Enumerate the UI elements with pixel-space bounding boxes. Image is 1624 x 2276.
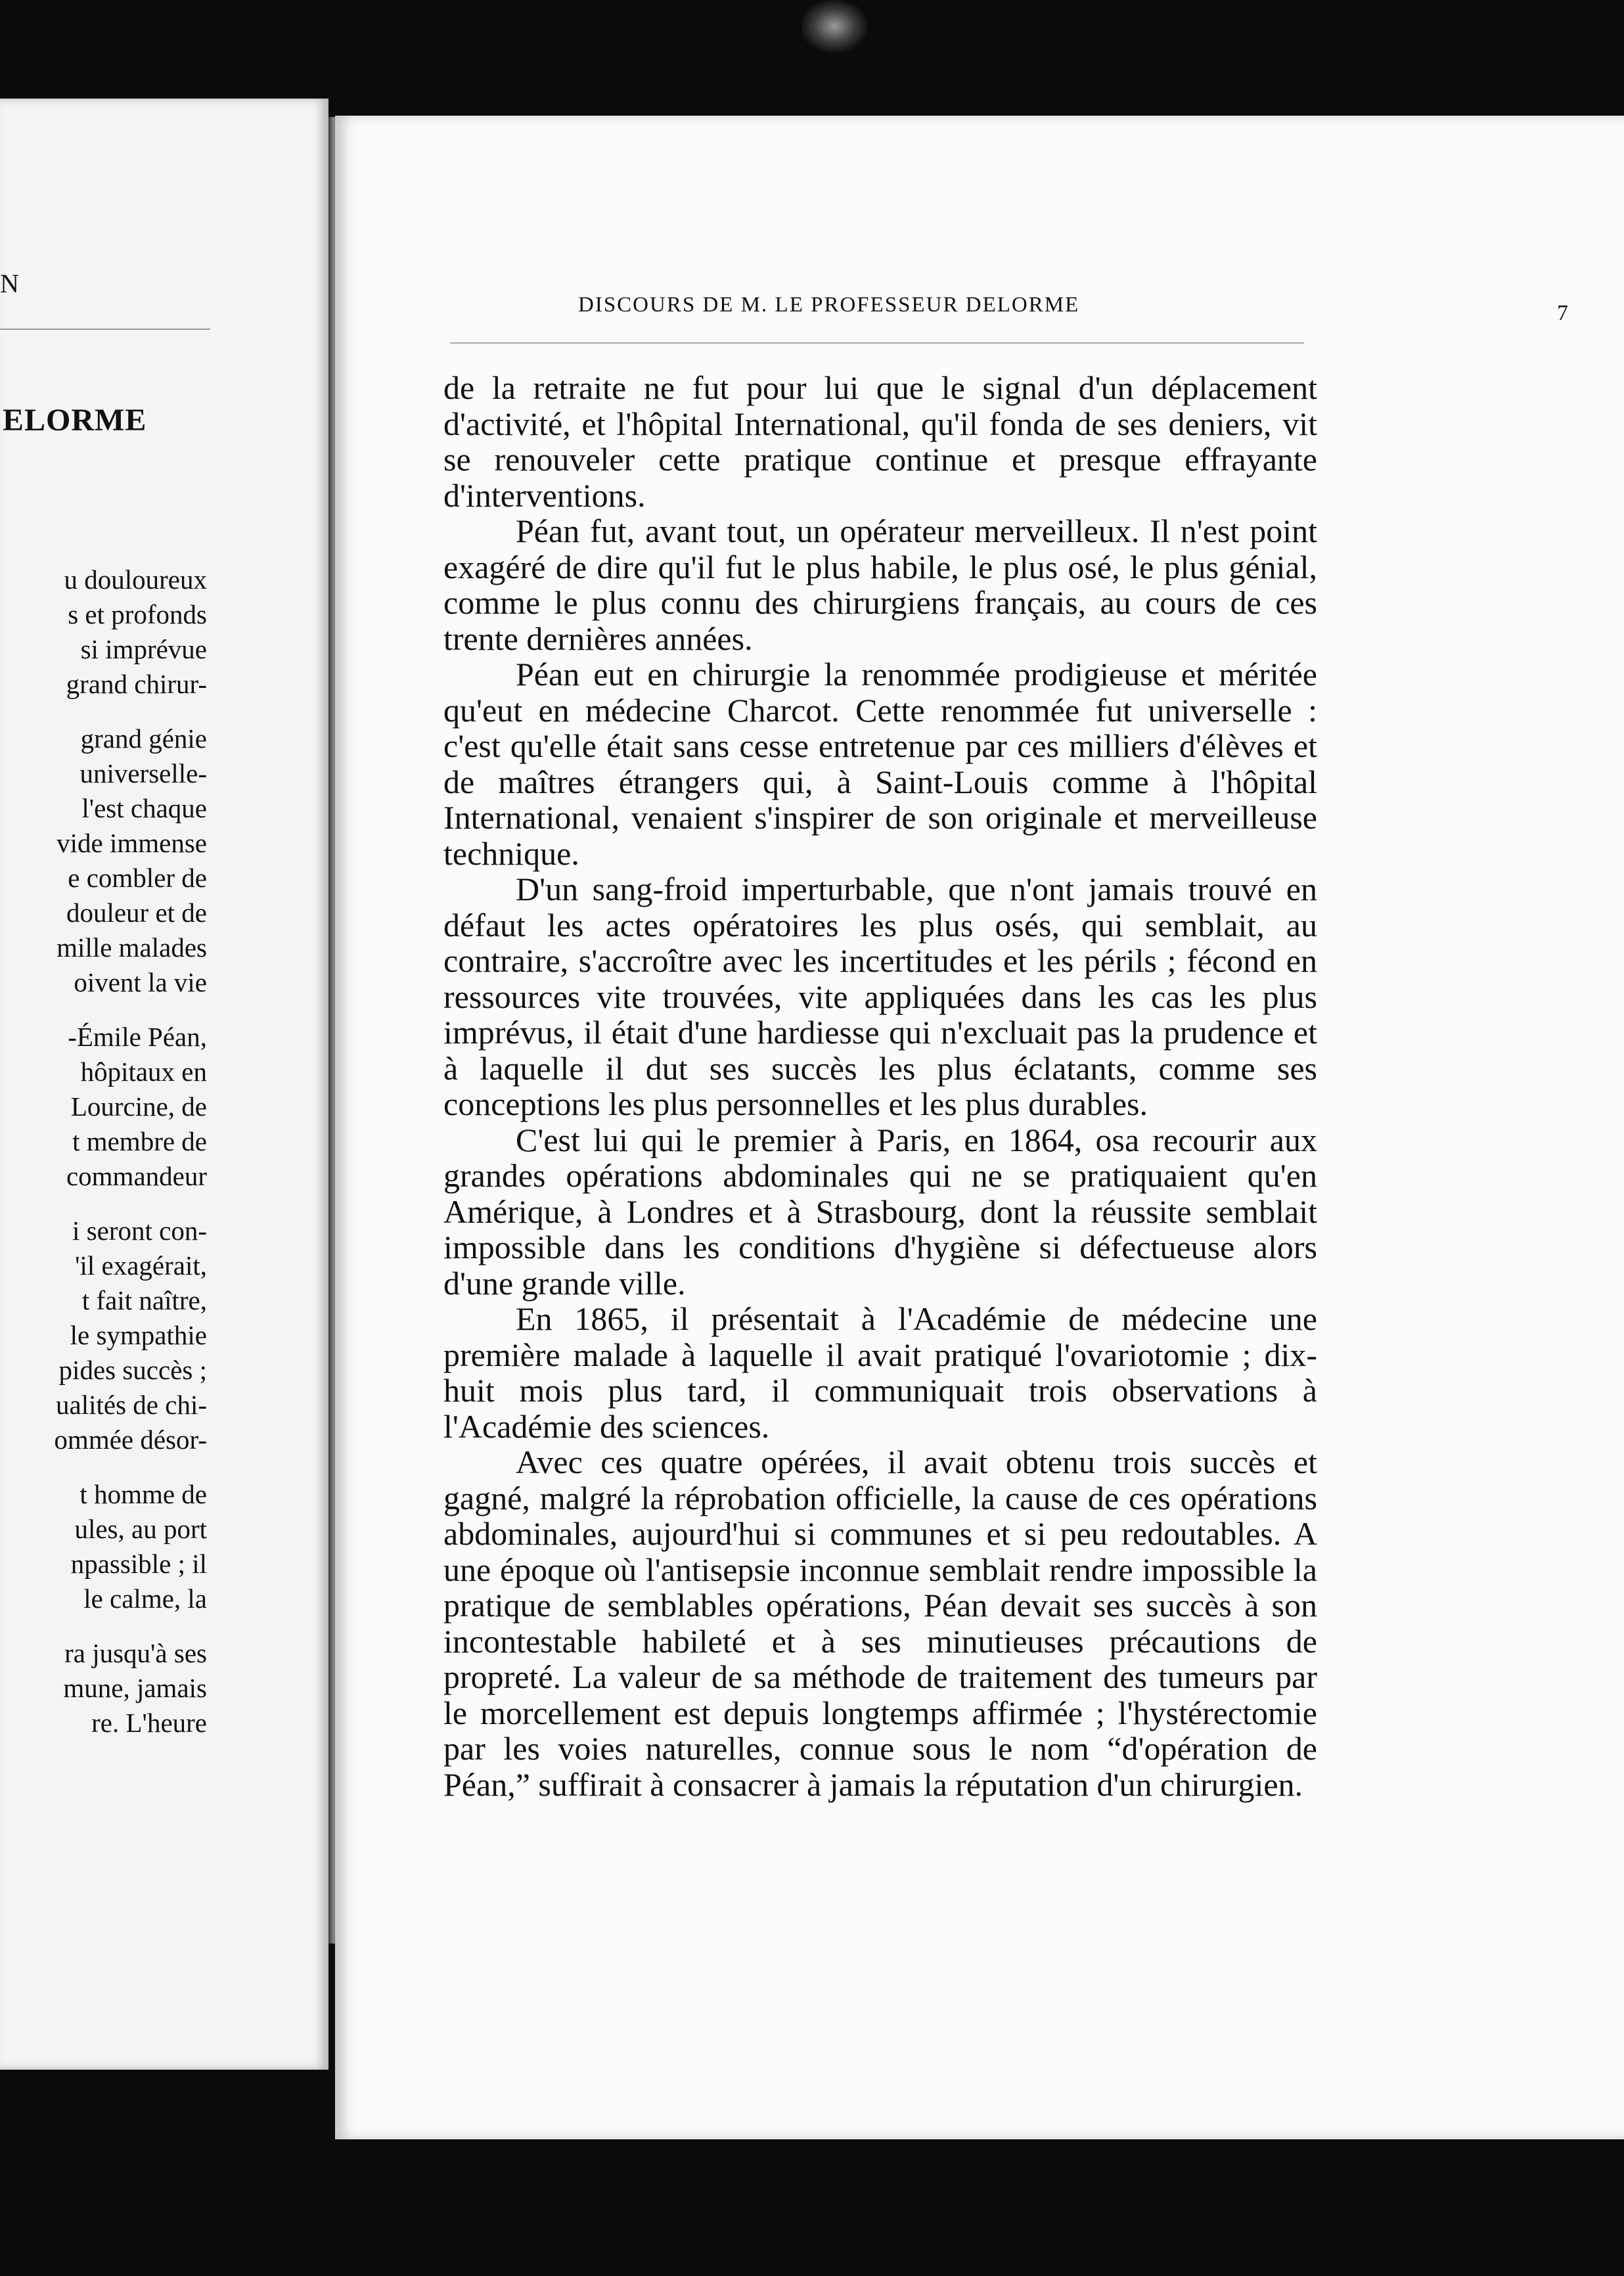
paragraph: Péan eut en chirurgie la renommée prodigieuse et méritée qu'eut en médecine Charcot. Cette renommée fut universelle : c'est qu'elle était sans cesse entretenue par ces milliers d'élèves et de maîtres étrangers qui, à Saint-Louis comme à l'hôpital International, venaient s'inspirer de son originale et merveilleuse technique. [443, 656, 1317, 872]
left-text-line: t fait naître, [81, 1285, 207, 1315]
paragraph: D'un sang-froid imperturbable, que n'ont jamais trouvé en défaut les actes opératoires les plus osés, qui semblait, au contraire, s'accroître avec les incertitudes et les périls ; fécond en ressources vite trouvées, vite appliquées dans les cas les plus imprévus, il était d'une hardiesse qui n'excluait pas la prudence et à laquelle il dut ses succès les plus éclatants, comme ses conceptions les plus personnelles et les plus durables. [443, 871, 1317, 1122]
left-text-line: oivent la vie [74, 967, 207, 997]
left-text-line: t homme de [79, 1479, 207, 1509]
left-text-line: grand génie [80, 723, 207, 754]
paragraph: C'est lui qui le premier à Paris, en 1864, osa recourir aux grandes opérations abdominales qui ne se pratiquaient qu'en Amérique, à Londres et à Strasbourg, dont la réussite semblait impossible dans les conditions d'hygiène si défectueuse alors d'une grande ville. [443, 1121, 1317, 1302]
left-text-line: Lourcine, de [70, 1091, 207, 1122]
left-title-fragment: ELORME [3, 403, 147, 438]
body-text [443, 370, 1317, 1802]
left-page [0, 99, 328, 2070]
left-text-line: universelle- [79, 758, 207, 788]
paragraph: Péan fut, avant tout, un opérateur merveilleux. Il n'est point exagéré de dire qu'il fut le plus habile, le plus osé, le plus génial, comme le plus connu des chirurgiens français, au cours de ces trente dernières années. [443, 512, 1317, 657]
page-number: 7 [1557, 301, 1569, 325]
left-text-line: t membre de [72, 1126, 207, 1156]
left-text-line: mille malades [56, 932, 207, 963]
scanner-shadow [801, 0, 867, 53]
paragraph: Avec ces quatre opérées, il avait obtenu trois succès et gagné, malgré la réprobation officielle, la cause de ces opérations abdominales, aujourd'hui si communes et si peu redoutables. A une époque où l'antisepsie inconnue semblait rendre impossible la pratique de semblables opérations, Péan devait ses succès à son incontestable habileté et à ses minutieuses précautions de propreté. La valeur de sa méthode de traitement des tumeurs par le morcellement est depuis longtemps affirmée ; l'hystérectomie par les voies naturelles, connue sous le nom “d'opération de Péan,” suffirait à consacrer à jamais la réputation d'un chirurgien. [443, 1444, 1317, 1803]
left-text-line: ules, au port [74, 1514, 207, 1544]
left-text-line: i seront con- [72, 1216, 207, 1246]
left-text-line: vide immense [56, 828, 207, 858]
left-text-line: douleur et de [66, 898, 207, 928]
left-text-line: s et profonds [68, 599, 207, 629]
left-text-line: pides succès ; [58, 1355, 207, 1385]
paragraph: En 1865, il présentait à l'Académie de médecine une première malade à laquelle il avait pratiqué l'ovariotomie ; dix-huit mois plus tard, il communiquait trois observations à l'Académie des sciences. [443, 1300, 1317, 1445]
running-head-title: DISCOURS DE M. LE PROFESSEUR DELORME [578, 293, 1080, 317]
left-text-line: l'est chaque [81, 793, 207, 823]
left-text-line: npassible ; il [70, 1549, 207, 1579]
left-header-rule [0, 329, 210, 330]
left-text-line: ualités de chi- [56, 1390, 207, 1420]
left-text-line: grand chirur- [66, 669, 207, 699]
left-text-line: ra jusqu'à ses [64, 1638, 207, 1668]
left-text-line: hôpitaux en [80, 1057, 207, 1087]
left-text-line: commandeur [66, 1161, 207, 1191]
left-text-line: -Émile Péan, [68, 1022, 207, 1052]
header-rule [450, 342, 1304, 344]
left-text-line: u douloureux [64, 564, 207, 595]
left-text-line: mune, jamais [63, 1673, 207, 1703]
left-text-line: ommée désor- [54, 1424, 207, 1455]
paragraph: de la retraite ne fut pour lui que le signal d'un déplacement d'activité, et l'hôpital International, qu'il fonda de ses deniers, vit se renouveler cette pratique continue et presque effrayante d'interventions. [443, 369, 1317, 514]
left-text-line: re. L'heure [91, 1708, 207, 1738]
left-text-line: le calme, la [83, 1583, 207, 1614]
left-text-line: 'il exagérait, [75, 1250, 207, 1281]
left-text-line: si imprévue [80, 634, 207, 664]
left-text-line: e combler de [68, 863, 207, 893]
left-running-head-fragment: N [0, 269, 19, 298]
right-page [335, 116, 1624, 2139]
left-text-line: le sympathie [70, 1320, 207, 1350]
